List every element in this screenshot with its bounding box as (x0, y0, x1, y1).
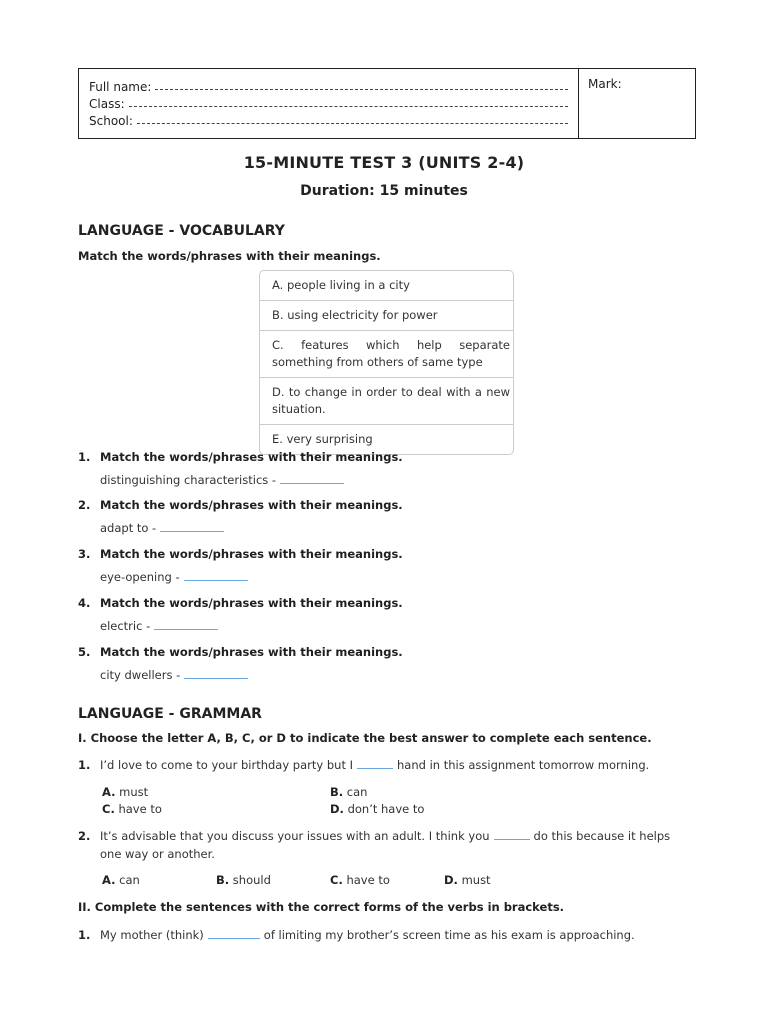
option-letter: A. (102, 785, 116, 799)
meaning-b: B. using electricity for power (260, 301, 513, 331)
answer-blank[interactable] (160, 520, 224, 532)
meaning-c: C. features which help separate something from others of same type (260, 331, 513, 378)
meanings-table (259, 270, 514, 455)
class-field[interactable] (129, 106, 568, 107)
sentence-before: My mother (think) (100, 928, 204, 942)
option-text: should (232, 873, 271, 887)
option-text: have to (346, 873, 390, 887)
option-letter: C. (102, 802, 115, 816)
question-sentence (100, 827, 680, 863)
meaning-e: E. very surprising (272, 432, 373, 446)
question-number: 5. (78, 645, 91, 659)
question-number: 3. (78, 547, 91, 561)
option-text: can (119, 873, 140, 887)
option-c[interactable] (330, 873, 390, 887)
full-name-line (89, 77, 578, 94)
meaning-a: A. people living in a city (260, 271, 513, 301)
school-label: School: (89, 114, 133, 128)
student-info-box (78, 68, 696, 139)
question-item (100, 520, 224, 535)
answer-blank[interactable] (357, 757, 393, 769)
question-prompt: Match the words/phrases with their meanings. (100, 596, 403, 610)
full-name-label: Full name: (89, 80, 152, 94)
option-letter: B. (330, 785, 344, 799)
full-name-field[interactable] (155, 89, 568, 90)
school-field[interactable] (137, 123, 568, 124)
question-prompt: Match the words/phrases with their meanings. (100, 547, 403, 561)
question-item (100, 472, 344, 487)
sentence-before: It’s advisable that you discuss your issues with an adult. I think you (100, 829, 490, 843)
question-item-text: electric - (100, 619, 151, 633)
question-prompt: Match the words/phrases with their meanings. (100, 498, 403, 512)
vocab-heading: LANGUAGE - VOCABULARY (78, 223, 285, 239)
test-title: 15-MINUTE TEST 3 (UNITS 2-4) (243, 153, 525, 172)
question-number: 1. (78, 450, 91, 464)
test-duration: Duration: 15 minutes (300, 183, 468, 199)
question-item-text: distinguishing characteristics - (100, 473, 277, 487)
option-text: must (461, 873, 491, 887)
grammar-part2-instruction: II. Complete the sentences with the correct forms of the verbs in brackets. (78, 900, 565, 914)
answer-blank[interactable] (154, 618, 218, 630)
option-d[interactable] (330, 802, 424, 816)
option-letter: C. (330, 873, 343, 887)
option-text: have to (118, 802, 162, 816)
question-prompt: Match the words/phrases with their meanings. (100, 450, 403, 464)
meaning-d: D. to change in order to deal with a new situation. (260, 378, 513, 425)
option-b[interactable] (216, 873, 271, 887)
question-item (100, 618, 218, 633)
question-number: 1. (78, 758, 91, 772)
question-item (100, 569, 248, 584)
option-text: must (119, 785, 149, 799)
answer-blank[interactable] (280, 472, 344, 484)
question-number: 1. (78, 928, 91, 942)
question-sentence (100, 756, 680, 774)
answer-blank[interactable] (184, 667, 248, 679)
question-number: 2. (78, 498, 91, 512)
option-a[interactable] (102, 785, 148, 799)
option-letter: D. (444, 873, 458, 887)
question-number: 4. (78, 596, 91, 610)
option-b[interactable] (330, 785, 367, 799)
question-number: 2. (78, 829, 91, 843)
answer-blank[interactable] (208, 927, 260, 939)
mark-label: Mark: (588, 77, 622, 91)
sentence-after: of limiting my brother’s screen time as his exam is approaching. (263, 928, 635, 942)
grammar-part1-instruction: I. Choose the letter A, B, C, or D to indicate the best answer to complete each sentence. (78, 731, 652, 745)
school-line (89, 111, 578, 128)
option-letter: B. (216, 873, 230, 887)
mark-box (579, 69, 695, 138)
question-item-text: city dwellers - (100, 668, 181, 682)
option-text: don’t have to (347, 802, 425, 816)
option-a[interactable] (102, 873, 140, 887)
question-item-text: adapt to - (100, 521, 157, 535)
sentence-after: do this because it helps one way or another. (100, 829, 671, 861)
answer-blank[interactable] (184, 569, 248, 581)
vocab-instruction: Match the words/phrases with their meanings. (78, 249, 381, 263)
question-prompt: Match the words/phrases with their meanings. (100, 645, 403, 659)
option-text: can (346, 785, 368, 799)
option-c[interactable] (102, 802, 162, 816)
option-d[interactable] (444, 873, 491, 887)
option-letter: A. (102, 873, 116, 887)
question-item-text: eye-opening - (100, 570, 180, 584)
option-letter: D. (330, 802, 344, 816)
class-line (89, 94, 578, 111)
question-sentence (100, 926, 680, 944)
grammar-heading: LANGUAGE - GRAMMAR (78, 706, 262, 722)
question-item (100, 667, 248, 682)
sentence-after: hand in this assignment tomorrow morning. (397, 758, 650, 772)
student-info-fields (79, 69, 579, 138)
sentence-before: I’d love to come to your birthday party but I (100, 758, 353, 772)
class-label: Class: (89, 97, 125, 111)
answer-blank[interactable] (494, 828, 530, 840)
